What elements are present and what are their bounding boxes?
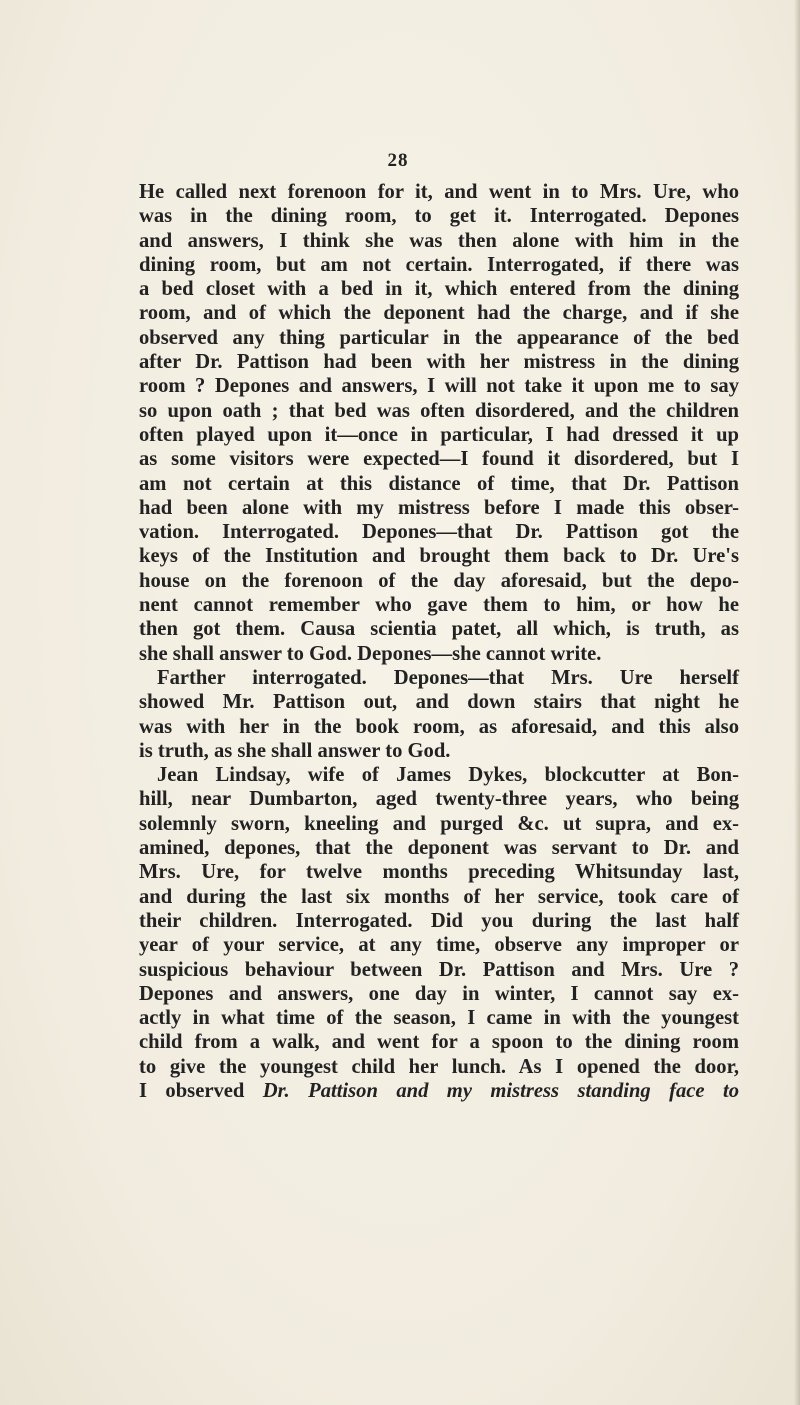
text-line: observed any thing particular in the appearance of the bed [139,326,739,349]
text-line: after Dr. Pattison had been with her mistress in the dining [139,351,739,374]
text-line: and during the last six months of her service, took care of [139,885,739,908]
text-line: hill, near Dumbarton, aged twenty-three years, who being [139,788,739,811]
text-line: was with her in the book room, as aforesaid, and this also [139,715,739,738]
text-line: house on the forenoon of the day aforesaid, but the depo- [139,569,739,592]
text-line: a bed closet with a bed in it, which entered from the dining [139,278,739,301]
final-text-line [139,1079,739,1103]
text-line: showed Mr. Pattison out, and down stairs that night he [139,691,739,714]
text-line: vation. Interrogated. Depones—that Dr. Pattison got the [139,521,739,544]
text-line: suspicious behaviour between Dr. Pattison and Mrs. Ure ? [139,958,739,981]
text-line: to give the youngest child her lunch. As I opened the door, [139,1055,739,1078]
text-line: amined, depones, that the deponent was servant to Dr. and [139,837,739,860]
final-line-roman: I observed [139,1079,263,1102]
text-line: then got them. Causa scientia patet, all which, is truth, as [139,618,739,641]
text-line: Depones and answers, one day in winter, I cannot say ex- [139,982,739,1005]
text-line: Farther interrogated. Depones—that Mrs. Ure herself [157,666,739,689]
text-line: keys of the Institution and brought them back to Dr. Ure's [139,545,739,568]
text-line: their children. Interrogated. Did you during the last half [139,909,739,932]
text-line: room ? Depones and answers, I will not take it upon me to say [139,375,739,398]
final-line-italic: Dr. Pattison and my mistress standing face to [262,1079,739,1102]
text-line: she shall answer to God. Depones—she cannot write. [139,642,602,665]
text-line: was in the dining room, to get it. Interrogated. Depones [139,205,739,228]
text-line: year of your service, at any time, observe any improper or [139,934,739,957]
page-number: 28 [387,150,409,171]
text-line: He called next forenoon for it, and went in to Mrs. Ure, who [139,181,739,203]
text-line: had been alone with my mistress before I made this obser- [139,496,739,519]
page-edge-shadow [794,0,800,1405]
text-line: as some visitors were expected—I found it disordered, but I [139,448,739,471]
text-line: solemnly sworn, kneeling and purged &c. ut supra, and ex- [139,812,739,835]
text-line: am not certain at this distance of time, that Dr. Pattison [139,472,739,495]
text-line: room, and of which the deponent had the charge, and if she [139,302,739,325]
text-line: nent cannot remember who gave them to him, or how he [139,594,739,617]
text-line: Mrs. Ure, for twelve months preceding Whitsunday last, [139,861,739,884]
text-line: child from a walk, and went for a spoon to the dining room [139,1031,739,1054]
text-line: Jean Lindsay, wife of James Dykes, blockcutter at Bon- [157,764,739,787]
text-line: so upon oath ; that bed was often disordered, and the children [139,399,739,422]
body-text [139,180,739,1103]
text-line: actly in what time of the season, I came in with the youngest [139,1007,739,1030]
text-line: is truth, as she shall answer to God. [139,739,451,762]
text-line: often played upon it—once in particular, I had dressed it up [139,423,739,446]
text-line: and answers, I think she was then alone with him in the [139,229,739,252]
text-line: dining room, but am not certain. Interrogated, if there was [139,253,739,276]
